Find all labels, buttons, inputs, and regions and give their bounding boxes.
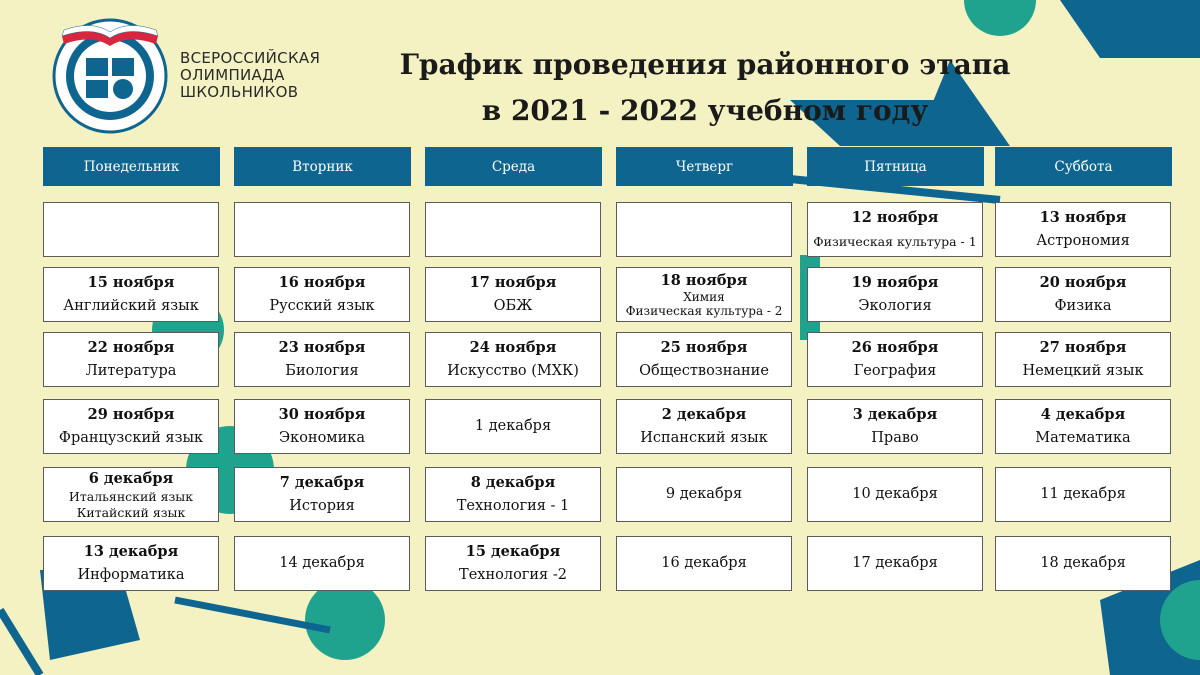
- cell-subject: Искусство (МХК): [447, 363, 579, 379]
- cell-date: 14 декабря: [279, 555, 365, 571]
- deco-circle-bottom: [305, 580, 385, 660]
- deco-line-bottom: [0, 610, 40, 675]
- cell-date: 25 ноября: [660, 339, 748, 356]
- cell-subject: Русский язык: [269, 298, 375, 314]
- schedule-cell: [995, 202, 1171, 257]
- schedule-cell: [234, 399, 410, 454]
- schedule-cell: [807, 467, 983, 522]
- cell-subject: Английский язык: [63, 298, 199, 314]
- cell-date: 29 ноября: [87, 406, 175, 423]
- schedule-cell: [43, 399, 219, 454]
- cell-subject: Математика: [1035, 430, 1131, 446]
- cell-date: 15 декабря: [465, 543, 561, 560]
- cell-date: 17 декабря: [852, 555, 938, 571]
- schedule-cell: [425, 536, 601, 591]
- cell-date: 18 декабря: [1040, 555, 1126, 571]
- schedule-cell: [995, 267, 1171, 322]
- cell-subject: Физическая культура - 1: [813, 234, 977, 249]
- cell-date: 2 декабря: [661, 406, 747, 423]
- cell-date: 12 ноября: [851, 209, 939, 226]
- cell-date: 22 ноября: [87, 339, 175, 356]
- org-name-line-1: ВСЕРОССИЙСКАЯ: [180, 49, 321, 67]
- schedule-cell: [616, 399, 792, 454]
- cell-date: 6 декабря: [88, 470, 174, 487]
- day-header: Пятница: [807, 147, 984, 186]
- schedule-cell: [616, 267, 792, 322]
- cell-date: 16 декабря: [661, 555, 747, 571]
- schedule-cell: [43, 536, 219, 591]
- cell-date: 23 ноября: [278, 339, 366, 356]
- cell-date: 18 ноября: [660, 272, 748, 289]
- cell-subject: Право: [871, 430, 919, 446]
- cell-date: 10 декабря: [852, 486, 938, 502]
- cell-date: 26 ноября: [851, 339, 939, 356]
- cell-date: 15 ноября: [87, 274, 175, 291]
- cell-subject: География: [853, 363, 937, 379]
- cell-date: 27 ноября: [1039, 339, 1127, 356]
- cell-date: 13 ноября: [1039, 209, 1127, 226]
- day-header: Понедельник: [43, 147, 220, 186]
- schedule-cell: [616, 536, 792, 591]
- cell-subject: Немецкий язык: [1022, 363, 1144, 379]
- cell-date: 19 ноября: [851, 274, 939, 291]
- cell-subject: Технология -2: [459, 567, 567, 583]
- schedule-cell: [995, 332, 1171, 387]
- cell-date: 7 декабря: [279, 474, 365, 491]
- cell-date: 20 ноября: [1039, 274, 1127, 291]
- cell-date: 17 ноября: [469, 274, 557, 291]
- schedule-cell: [234, 267, 410, 322]
- schedule-cell: [807, 202, 983, 257]
- schedule-cell: [995, 536, 1171, 591]
- schedule-cell: [807, 267, 983, 322]
- schedule-cell: [995, 467, 1171, 522]
- deco-circle-top: [964, 0, 1036, 36]
- cell-subject: ОБЖ: [493, 298, 533, 314]
- schedule-cell: [425, 399, 601, 454]
- schedule-cell: [234, 536, 410, 591]
- page-title: График проведения районного этапа: [399, 48, 1011, 81]
- cell-subject: Французский язык: [58, 430, 204, 446]
- cell-date: 13 декабря: [83, 543, 179, 560]
- schedule-cell: [807, 536, 983, 591]
- page-subtitle: в 2021 - 2022 учебном году: [481, 94, 929, 127]
- cell-subject: Экология: [858, 298, 932, 314]
- cell-subject: История: [289, 498, 355, 514]
- cell-date: 1 декабря: [474, 418, 552, 434]
- cell-subject: Испанский язык: [640, 430, 768, 446]
- day-header: Четверг: [616, 147, 793, 186]
- schedule-cell: [43, 467, 219, 522]
- cell-subject: Биология: [285, 363, 359, 379]
- cell-date: 9 декабря: [665, 486, 743, 502]
- schedule-cell: [425, 332, 601, 387]
- cell-subject: Физика: [1054, 298, 1112, 314]
- cell-date: 30 ноября: [278, 406, 366, 423]
- schedule-cell: [425, 467, 601, 522]
- organization-name: [180, 50, 320, 101]
- schedule-cell: [43, 267, 219, 322]
- cell-subject: Экономика: [279, 430, 365, 446]
- cell-subject: Итальянский язык: [68, 489, 194, 504]
- schedule-cell: [234, 202, 410, 257]
- cell-date: 8 декабря: [470, 474, 556, 491]
- day-header: Суббота: [995, 147, 1172, 186]
- schedule-cell: [807, 399, 983, 454]
- cell-date: 4 декабря: [1040, 406, 1126, 423]
- cell-subject: Химия: [683, 290, 725, 304]
- schedule-cell: [43, 202, 219, 257]
- cell-subject: Технология - 1: [456, 498, 570, 514]
- schedule-cell: [234, 467, 410, 522]
- cell-subject: Китайский язык: [76, 505, 186, 520]
- cell-subject: Физическая культура - 2: [625, 304, 783, 318]
- schedule-cell: [43, 332, 219, 387]
- schedule-cell: [807, 332, 983, 387]
- olympiad-logo: [52, 18, 168, 134]
- cell-subject: Литература: [85, 363, 177, 379]
- day-header: Вторник: [234, 147, 411, 186]
- schedule-cell: [995, 399, 1171, 454]
- cell-date: 24 ноября: [469, 339, 557, 356]
- cell-subject: Обществознание: [639, 363, 769, 379]
- schedule-cell: [425, 202, 601, 257]
- schedule-cell: [616, 202, 792, 257]
- cell-subject: Информатика: [77, 567, 185, 583]
- schedule-cell: [616, 467, 792, 522]
- org-name-line-3: ШКОЛЬНИКОВ: [180, 83, 299, 101]
- schedule-cell: [234, 332, 410, 387]
- deco-triangle-top-right: [1060, 0, 1200, 58]
- schedule-cell: [616, 332, 792, 387]
- cell-date: 3 декабря: [852, 406, 938, 423]
- cell-date: 11 декабря: [1040, 486, 1126, 502]
- cell-subject: Астрономия: [1036, 233, 1130, 249]
- day-header: Среда: [425, 147, 602, 186]
- org-name-line-2: ОЛИМПИАДА: [180, 66, 285, 84]
- schedule-cell: [425, 267, 601, 322]
- cell-date: 16 ноября: [278, 274, 366, 291]
